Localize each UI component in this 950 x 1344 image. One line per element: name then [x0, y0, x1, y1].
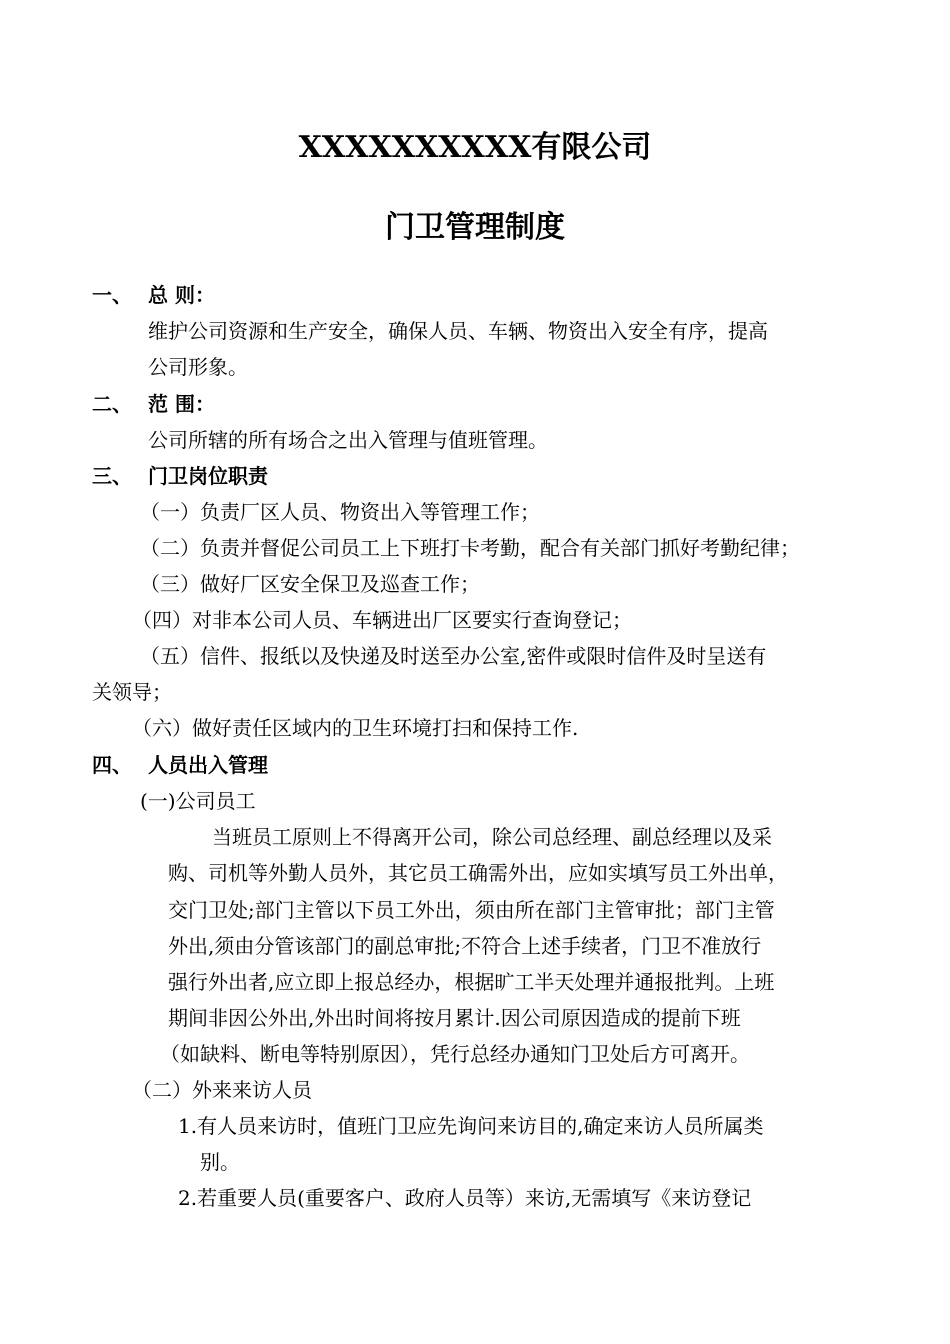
visitor-rule-2: 2.若重要人员(重要客户、政府人员等）来访,无需填写《来访登记	[178, 1186, 752, 1210]
duty-item-5: （五）信件、报纸以及快递及时送至办公室,密件或限时信件及时呈送有	[140, 644, 767, 668]
section-3-number: 三、	[92, 464, 132, 488]
duty-item-3: （三）做好厂区安全保卫及巡查工作；	[140, 572, 480, 596]
duty-item-6: （六）做好责任区域内的卫生环境打扫和保持工作.	[132, 716, 579, 740]
section-4-heading: 人员出入管理	[148, 753, 268, 777]
duty-item-5-continued: 关领导；	[92, 680, 172, 704]
duty-item-1: （一）负责厂区人员、物资出入等管理工作；	[140, 500, 540, 524]
section-1-text-line-1: 维护公司资源和生产安全，确保人员、车辆、物资出入安全有序，提高	[148, 319, 768, 343]
section-2-number: 二、	[92, 392, 132, 416]
section-1-heading: 总 则：	[148, 283, 215, 307]
duty-item-4: （四）对非本公司人员、车辆进出厂区要实行查询登记；	[132, 608, 632, 632]
employee-rule-line-4: 外出,须由分管该部门的副总审批;不符合上述手续者，门卫不准放行	[168, 934, 762, 958]
company-title: XXXXXXXXXX有限公司	[298, 130, 652, 165]
employee-rule-line-5: 强行外出者,应立即上报总经办，根据旷工半天处理并通报批判。上班	[168, 970, 775, 994]
employee-rule-line-2: 购、司机等外勤人员外，其它员工确需外出，应如实填写员工外出单，	[168, 861, 788, 885]
section-1-number: 一、	[92, 283, 132, 307]
employee-rule-line-7: （如缺料、断电等特别原因），凭行总经办通知门卫处后方可离开。	[160, 1042, 750, 1066]
section-2-text-line-1: 公司所辖的所有场合之出入管理与值班管理。	[148, 428, 548, 452]
section-2-heading: 范 围：	[148, 392, 215, 416]
visitor-rule-1: 1.有人员来访时，值班门卫应先询问来访目的,确定来访人员所属类	[178, 1114, 764, 1138]
section-3-heading: 门卫岗位职责	[148, 464, 268, 488]
duty-item-2: （二）负责并督促公司员工上下班打卡考勤，配合有关部门抓好考勤纪律；	[140, 536, 800, 560]
employee-rule-line-1: 当班员工原则上不得离开公司，除公司总经理、副总经理以及采	[212, 825, 772, 849]
employee-rule-line-3: 交门卫处;部门主管以下员工外出，须由所在部门主管审批；部门主管	[168, 898, 775, 922]
document-title: 门卫管理制度	[385, 210, 565, 245]
subsection-visitors: （二）外来来访人员	[132, 1078, 312, 1102]
section-1-text-line-2: 公司形象。	[148, 355, 248, 379]
section-4-number: 四、	[92, 753, 132, 777]
visitor-rule-1-continued: 别。	[200, 1150, 240, 1174]
subsection-employees: (一)公司员工	[140, 789, 256, 813]
employee-rule-line-6: 期间非因公外出,外出时间将按月累计.因公司原因造成的提前下班	[168, 1006, 741, 1030]
